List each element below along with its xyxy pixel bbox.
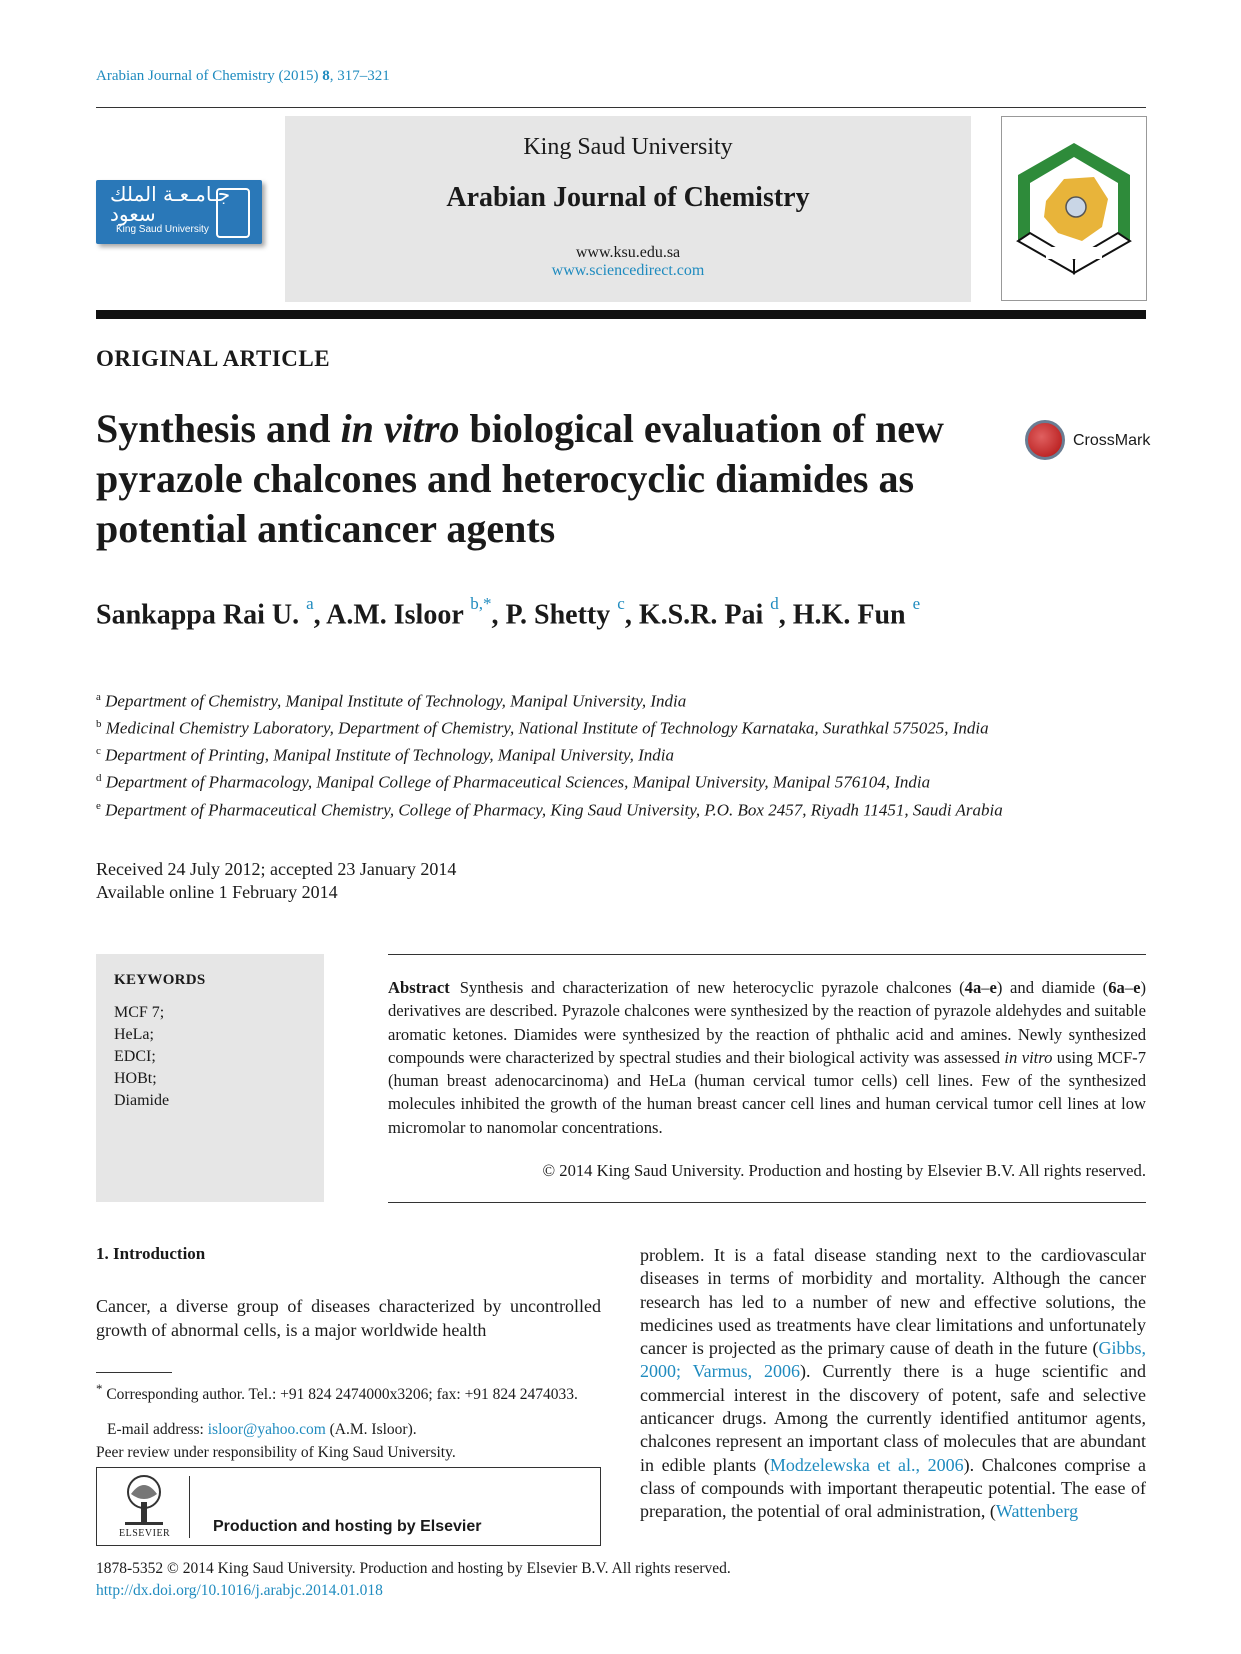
elsevier-wordmark: ELSEVIER xyxy=(119,1528,171,1539)
sciencedirect-url[interactable]: www.sciencedirect.com xyxy=(551,262,705,279)
journal-citation[interactable] xyxy=(96,68,390,85)
intro-paragraph-col1: Cancer, a diverse group of diseases characterized by uncontrolled growth of abnormal cells, is a major worldwide health xyxy=(96,1296,601,1340)
citation-pages: , 317–321 xyxy=(329,68,390,84)
society-emblem-icon xyxy=(1002,117,1146,300)
reference-link[interactable]: Wattenberg xyxy=(995,1501,1079,1522)
abstract-text: Abstract Synthesis and characterization of new heterocyclic pyrazole chalcones (4a–e) and diamide (6a–e) derivatives are described. Pyrazole chalcones were synthesized by the reaction of pyrazole aldehydes and suitable aromatic ketones. Diamides were synthesized by the reaction of phthalic acid and amines. Newly synthesized compounds were characterized by spectral studies and their biological activity was assessed in vitro using MCF-7 (human breast adenocarcinoma) and HeLa (human cervical tumor cells) cell lines. Few of the synthesized molecules inhibited the growth of the human breast cancer cell lines and human cervical tumor cell lines at low micromolar to nanomolar concentrations. xyxy=(388,978,1147,1137)
keyword-item: HeLa; xyxy=(114,1026,154,1043)
email-footnote: E-mail address: isloor@yahoo.com (A.M. Isloor). xyxy=(107,1421,417,1438)
title-italic: in vitro xyxy=(340,406,460,451)
keyword-item: MCF 7; xyxy=(114,1004,165,1021)
keywords-box xyxy=(96,954,324,1202)
affiliation-item: $^c$ Department of Printing, Manipal Institute of Technology, Manipal University, India xyxy=(96,745,674,765)
affiliation-item: $^e$ Department of Pharmaceutical Chemistry, College of Pharmacy, King Saud University, P.O. Box 2457, Riyadh 11451, Saudi Arabia xyxy=(96,799,1003,820)
ksu-url[interactable]: www.ksu.edu.sa xyxy=(575,244,681,261)
author-list xyxy=(96,594,921,631)
journal-header xyxy=(285,116,971,302)
elsevier-production-text: Production and hosting by Elsevier xyxy=(213,1518,482,1535)
article-type: ORIGINAL ARTICLE xyxy=(96,346,331,371)
reference-link[interactable]: Modzelewska et al., 2006 xyxy=(769,1454,964,1475)
received-date: Received 24 July 2012; accepted 23 January 2014 xyxy=(96,859,457,879)
online-date: Available online 1 February 2014 xyxy=(96,882,338,902)
affiliations xyxy=(96,686,1156,822)
reference-link[interactable]: Gibbs, 2000; Varmus, 2006 xyxy=(640,1338,1146,1382)
elsevier-divider xyxy=(189,1476,190,1538)
affiliation-item: $^b$ Medicinal Chemistry Laboratory, Department of Chemistry, National Institute of Technology Karnataka, Surathkal 575025, India xyxy=(96,718,989,738)
keyword-item: HOBt; xyxy=(114,1070,157,1087)
header-thick-rule xyxy=(96,310,1146,319)
keyword-item: Diamide xyxy=(114,1092,170,1109)
saudi-chemical-society-logo xyxy=(1001,116,1147,301)
title-part2: biological evaluation of new pyrazole chalcones and heterocyclic diamides as potential anticancer agents xyxy=(96,406,944,551)
footnote-star: * xyxy=(96,1381,103,1396)
keyword-item: EDCI; xyxy=(114,1048,156,1065)
footer-issn: 1878-5352 © 2014 King Saud University. Production and hosting by Elsevier B.V. All rights reserved. xyxy=(96,1560,731,1577)
article-dates xyxy=(96,858,456,904)
author-name: , P. Shetty xyxy=(491,599,618,631)
author-affil-link[interactable]: e xyxy=(912,594,921,613)
elsevier-box xyxy=(96,1467,601,1546)
peer-review-note: Peer review under responsibility of King Saud University. xyxy=(96,1444,456,1461)
keywords-heading: KEYWORDS xyxy=(114,972,206,988)
author-affil-link[interactable]: d xyxy=(770,594,779,613)
crossmark-label: CrossMark xyxy=(1073,432,1151,449)
journal-name: Arabian Journal of Chemistry xyxy=(446,182,810,213)
doi-link[interactable]: http://dx.doi.org/10.1016/j.arabjc.2014.01.018 xyxy=(96,1582,383,1599)
email-link[interactable]: isloor@yahoo.com xyxy=(207,1421,326,1438)
ksu-logo-arabic: جـامـعـة الملك سعود xyxy=(110,182,231,226)
abstract-heading: Abstract xyxy=(388,978,450,997)
section-heading-introduction: 1. Introduction xyxy=(96,1244,206,1263)
affiliation-item: $^a$ Department of Chemistry, Manipal Institute of Technology, Manipal University, India xyxy=(96,691,687,711)
citation-prefix: Arabian Journal of Chemistry (2015) xyxy=(96,68,323,84)
elsevier-tree-icon xyxy=(121,1474,167,1528)
crossmark-badge[interactable] xyxy=(1025,420,1175,466)
abstract-bottom-rule xyxy=(388,1202,1146,1203)
author-affil-link[interactable]: b,* xyxy=(470,594,492,613)
author-name: , K.S.R. Pai xyxy=(624,599,771,631)
keywords-list xyxy=(114,1002,169,1112)
corresponding-author-footnote: * Corresponding author. Tel.: +91 824 2474000x3206; fax: +91 824 2474033. xyxy=(96,1381,578,1404)
footnote-rule xyxy=(96,1372,172,1373)
citation-volume: 8 xyxy=(322,68,330,84)
author-affil-link[interactable]: a xyxy=(306,594,314,613)
abstract-top-rule xyxy=(388,954,1146,955)
affiliation-item: $^d$ Department of Pharmacology, Manipal College of Pharmaceutical Sciences, Manipal University, Manipal 576104, India xyxy=(96,772,931,793)
author-affil-link[interactable]: c xyxy=(617,594,625,613)
article-title xyxy=(96,404,1006,554)
university-name: King Saud University xyxy=(523,134,733,160)
ksu-emblem-icon xyxy=(216,188,250,238)
title-part1: Synthesis and xyxy=(96,406,341,451)
author-name: , H.K. Fun xyxy=(778,599,913,631)
intro-paragraph-col2: problem. It is a fatal disease standing next to the cardiovascular diseases in terms of morbidity and mortality. Although the cancer research has led to a number of new and effective solutions, the medicines used as treatments have clear limitations and unfortunately cancer is projected as the primary cause of death in the future (Gibbs, 2000; Varmus, 2006). Currently there is a huge scientific and commercial interest in the discovery of potent, safe and selective anticancer drugs. Among the currently identified antitumor agents, chalcones represent an important class of molecules that are abundant in edible plants (Modzelewska et al., 2006). Chalcones comprise a class of compounds with important therapeutic potential. The ease of preparation, the potential of oral administration, (Wattenberg xyxy=(640,1245,1146,1522)
ksu-logo xyxy=(96,180,262,244)
author-name: , A.M. Isloor xyxy=(313,599,471,631)
crossmark-icon xyxy=(1025,420,1065,460)
ksu-logo-english: King Saud University xyxy=(116,224,209,235)
abstract-copyright: © 2014 King Saud University. Production and hosting by Elsevier B.V. All rights reserved. xyxy=(542,1161,1146,1180)
header-rule xyxy=(96,107,1146,108)
author-name: Sankappa Rai U. xyxy=(96,599,307,631)
